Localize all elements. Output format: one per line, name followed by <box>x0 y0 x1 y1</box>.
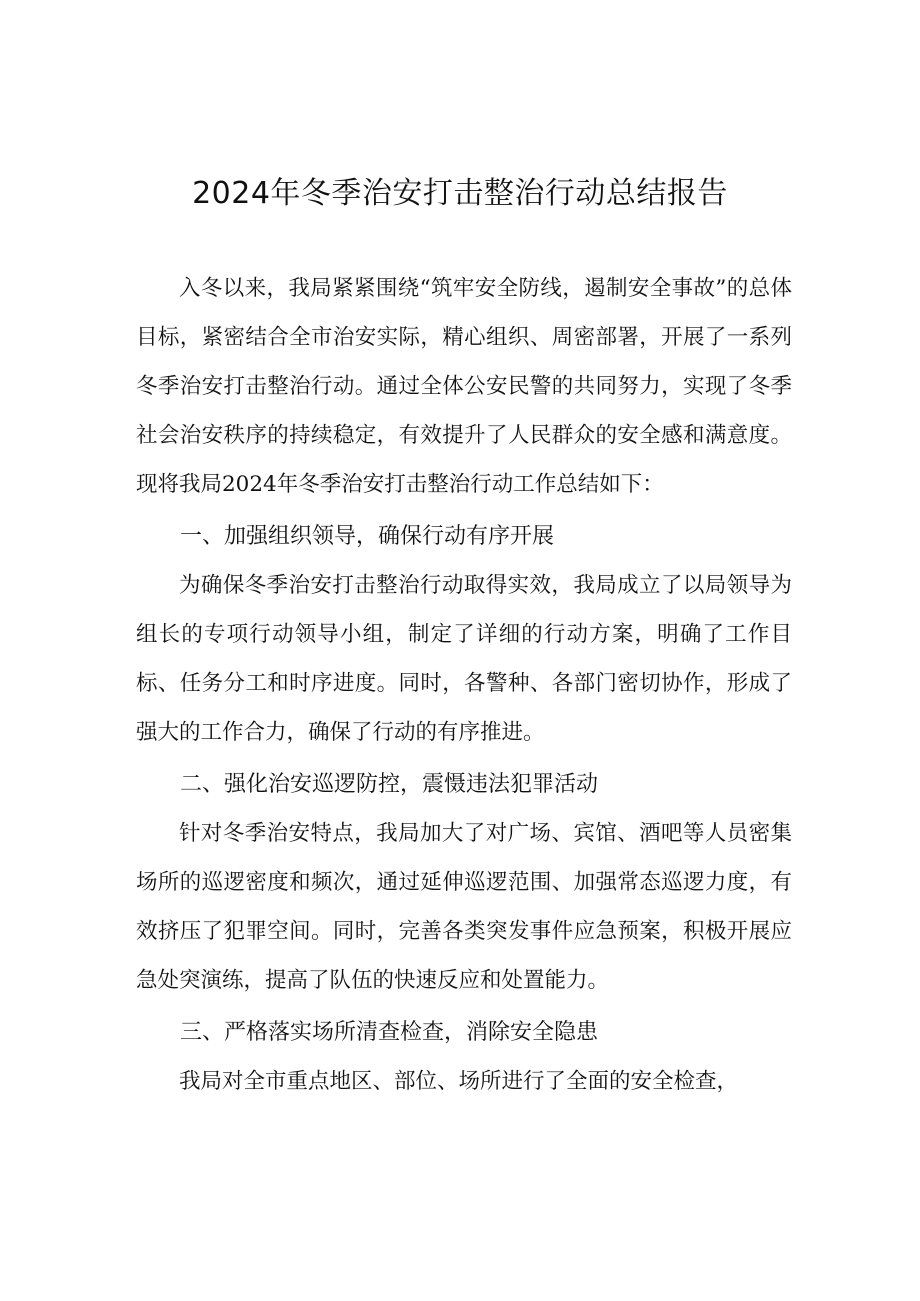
section-body-2: 针对冬季治安特点，我局加大了对广场、宾馆、酒吧等人员密集场所的巡逻密度和频次，通过延伸巡逻范围、加强常态巡逻力度，有效挤压了犯罪空间。同时，完善各类突发事件应急预案，积极开展应急处突演练，提高了队伍的快速反应和处置能力。 <box>136 821 792 993</box>
intro-paragraph: 入冬以来，我局紧紧围绕“筑牢安全防线，遏制安全事故”的总体目标，紧密结合全市治安实际，精心组织、周密部署，开展了一系列冬季治安打击整治行动。通过全体公安民警的共同努力，实现了冬季社会治安秩序的持续稳定，有效提升了人民群众的安全感和满意度。现将我局2024年冬季治安打击整治行动工作总结如下： <box>136 276 792 497</box>
document-title: 2024年冬季治安打击整治行动总结报告 <box>192 176 728 211</box>
section-body-3: 我局对全市重点地区、部位、场所进行了全面的安全检查， <box>179 1069 739 1094</box>
document-body <box>136 264 792 1106</box>
section-heading-1: 一、加强组织领导，确保行动有序开展 <box>180 524 555 549</box>
section-body-1: 为确保冬季治安打击整治行动取得实效，我局成立了以局领导为组长的专项行动领导小组，制定了详细的行动方案，明确了工作目标、任务分工和时序进度。同时，各警种、各部门密切协作，形成了强大的工作合力，确保了行动的有序推进。 <box>136 573 792 745</box>
section-heading-3: 三、严格落实场所清查检查，消除安全隐患 <box>180 1020 599 1045</box>
section-heading-2: 二、强化治安巡逻防控，震慑违法犯罪活动 <box>180 772 599 797</box>
